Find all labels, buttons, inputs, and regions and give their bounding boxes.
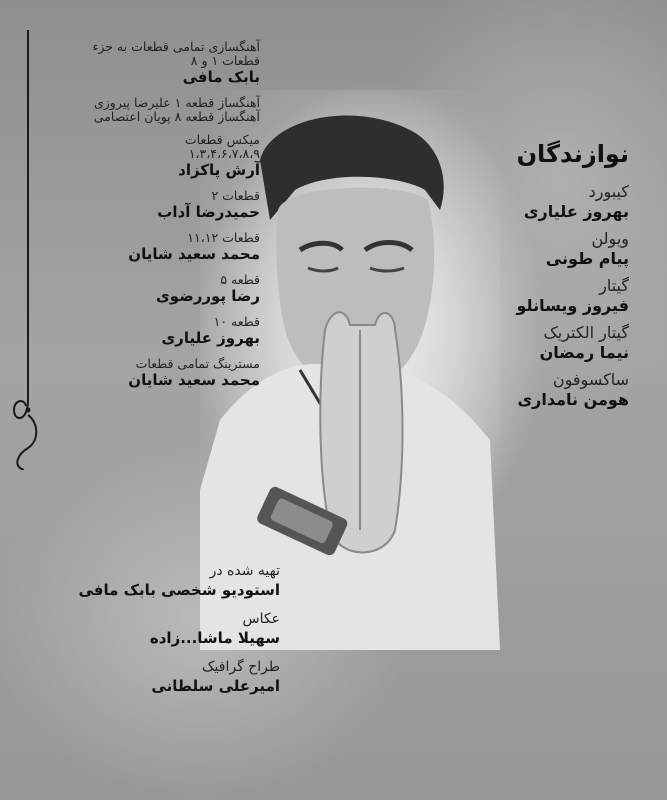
credit-group (40, 96, 260, 124)
musician-name: فیروز ویسانلو (516, 296, 629, 315)
credit-group (40, 40, 260, 87)
musicians-heading: نوازندگان (516, 140, 629, 168)
instrument-label: گیتار الکتریک (543, 323, 629, 342)
musician-entry (449, 182, 629, 222)
credit-role: قطعات ۲ (211, 188, 260, 203)
instrument-label: ویولن (591, 229, 629, 248)
credit-role: ۱،۳،۴،۶،۷،۸،۹ (188, 146, 260, 161)
musician-name: پیام طونی (545, 249, 629, 268)
credit-role: قطعات ۱ و ۸ (190, 53, 260, 68)
musician-entry (449, 323, 629, 363)
credit-group (40, 315, 260, 348)
musicians-column (449, 140, 629, 417)
credits-column (40, 40, 260, 399)
musician-entry (449, 276, 629, 316)
production-role: طراح گرافیک (202, 659, 280, 675)
musician-entry (449, 229, 629, 269)
production-role: عکاس (242, 611, 280, 627)
production-entry (40, 658, 280, 696)
credit-group (40, 133, 260, 180)
musician-entry (449, 370, 629, 410)
credit-name: رضا پوررضوی (156, 287, 260, 305)
credit-group (40, 357, 260, 390)
production-entry (40, 610, 280, 648)
production-name: سهیلا ماشا...زاده (149, 629, 280, 647)
production-role: تهیه شده در (209, 563, 280, 579)
credit-group (40, 273, 260, 306)
credit-role: قطعات ۱۱،۱۲ (187, 230, 260, 245)
production-entry (40, 562, 280, 600)
production-name: امیرعلی سلطانی (151, 677, 280, 695)
musician-name: بهروز علیاری (523, 202, 629, 221)
credit-name: حمیدرضا آداب (157, 203, 260, 221)
credit-role: مسترینگ تمامی قطعات (135, 356, 260, 371)
instrument-label: گیتار (599, 276, 629, 295)
credit-name: بهروز علیاری (161, 329, 260, 347)
musician-name: نیما رمضان (539, 343, 629, 362)
credit-role: آهنگساز قطعه ۸ پویان اعتصامی (93, 109, 260, 124)
credit-name: بابک مافی (182, 68, 260, 86)
instrument-label: کیبورد (588, 182, 629, 201)
credit-group (40, 189, 260, 222)
credit-role: میکس قطعات (184, 132, 260, 147)
credit-name: محمد سعید شایان (128, 371, 260, 389)
production-name: استودیو شخصی بابک مافی (78, 581, 280, 599)
musician-name: هومن نامداری (517, 390, 629, 409)
credit-role: قطعه ۱۰ (213, 314, 260, 329)
credit-role: آهنگساز قطعه ۱ علیرضا پیروزی (93, 95, 260, 110)
credit-role: قطعه ۵ (220, 272, 260, 287)
production-credits (40, 562, 280, 706)
credit-name: محمد سعید شایان (128, 245, 260, 263)
credit-name: آرش پاکزاد (178, 161, 260, 179)
instrument-label: ساکسوفون (552, 370, 629, 389)
credit-group (40, 231, 260, 264)
credit-role: آهنگسازی تمامی قطعات به جزء (92, 39, 260, 54)
